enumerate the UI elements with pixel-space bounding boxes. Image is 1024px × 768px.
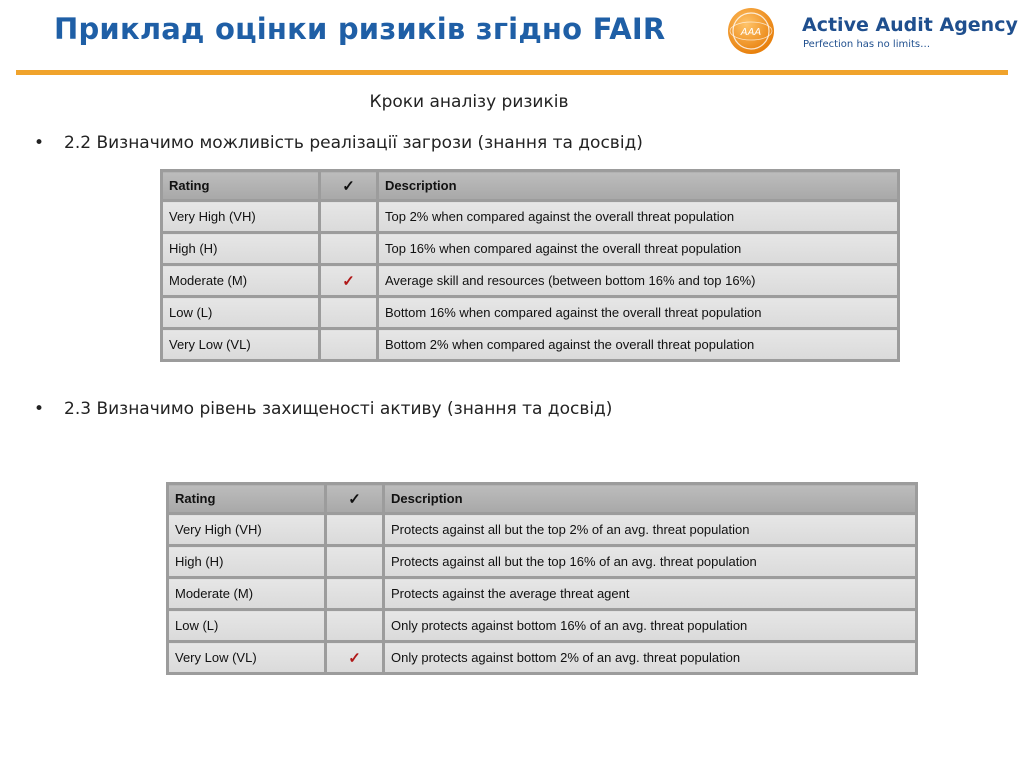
rating-cell: Very Low (VL) xyxy=(168,642,326,674)
description-cell: Protects against all but the top 2% of an avg. threat population xyxy=(384,514,917,546)
check-cell xyxy=(320,233,378,265)
column-header-rating: Rating xyxy=(162,171,320,201)
rating-cell: Moderate (M) xyxy=(168,578,326,610)
column-header-description: Description xyxy=(384,484,917,514)
description-cell: Top 16% when compared against the overall threat population xyxy=(378,233,899,265)
rating-cell: High (H) xyxy=(162,233,320,265)
table-row xyxy=(162,297,899,329)
column-header-check: ✓ xyxy=(320,171,378,201)
description-cell: Protects against all but the top 16% of an avg. threat population xyxy=(384,546,917,578)
check-mark-icon: ✓ xyxy=(326,642,384,674)
logo-tagline: Perfection has no limits… xyxy=(803,39,931,50)
description-cell: Average skill and resources (between bottom 16% and top 16%) xyxy=(378,265,899,297)
table-row xyxy=(162,329,899,361)
table-header-row xyxy=(168,484,917,514)
bullet-text: 2.3 Визначимо рівень захищеності активу (знання та досвід) xyxy=(64,399,613,419)
table-row xyxy=(168,546,917,578)
check-cell xyxy=(326,578,384,610)
rating-cell: High (H) xyxy=(168,546,326,578)
resistance-strength-table xyxy=(166,482,918,675)
check-cell xyxy=(326,610,384,642)
check-cell xyxy=(320,329,378,361)
section-subtitle: Кроки аналізу ризиків xyxy=(369,92,569,112)
logo-icon xyxy=(726,6,776,56)
logo-mark: AAA xyxy=(740,27,762,38)
check-cell xyxy=(326,546,384,578)
description-cell: Protects against the average threat agent xyxy=(384,578,917,610)
column-header-rating: Rating xyxy=(168,484,326,514)
table-row xyxy=(162,233,899,265)
rating-cell: Low (L) xyxy=(162,297,320,329)
table-row xyxy=(168,642,917,674)
check-cell xyxy=(326,514,384,546)
table-row xyxy=(162,201,899,233)
description-cell: Bottom 2% when compared against the overall threat population xyxy=(378,329,899,361)
description-cell: Bottom 16% when compared against the overall threat population xyxy=(378,297,899,329)
header-divider xyxy=(16,70,1008,75)
page-title: Приклад оцінки ризиків згідно FAIR xyxy=(54,12,666,46)
description-cell: Only protects against bottom 16% of an avg. threat population xyxy=(384,610,917,642)
rating-cell: Very High (VH) xyxy=(168,514,326,546)
bullet-text: 2.2 Визначимо можливість реалізації загрози (знання та досвід) xyxy=(64,133,643,153)
check-mark-icon: ✓ xyxy=(320,265,378,297)
bullet-marker: • xyxy=(34,399,45,419)
description-cell: Top 2% when compared against the overall threat population xyxy=(378,201,899,233)
bullet-marker: • xyxy=(34,133,45,153)
table-header-row xyxy=(162,171,899,201)
check-cell xyxy=(320,297,378,329)
threat-capability-table xyxy=(160,169,900,362)
table-row xyxy=(168,610,917,642)
rating-cell: Very Low (VL) xyxy=(162,329,320,361)
logo-name: Active Audit Agency xyxy=(802,14,1018,36)
rating-cell: Very High (VH) xyxy=(162,201,320,233)
table-row xyxy=(162,265,899,297)
column-header-description: Description xyxy=(378,171,899,201)
rating-cell: Low (L) xyxy=(168,610,326,642)
table-row xyxy=(168,514,917,546)
table-row xyxy=(168,578,917,610)
column-header-check: ✓ xyxy=(326,484,384,514)
rating-cell: Moderate (M) xyxy=(162,265,320,297)
description-cell: Only protects against bottom 2% of an avg. threat population xyxy=(384,642,917,674)
check-cell xyxy=(320,201,378,233)
